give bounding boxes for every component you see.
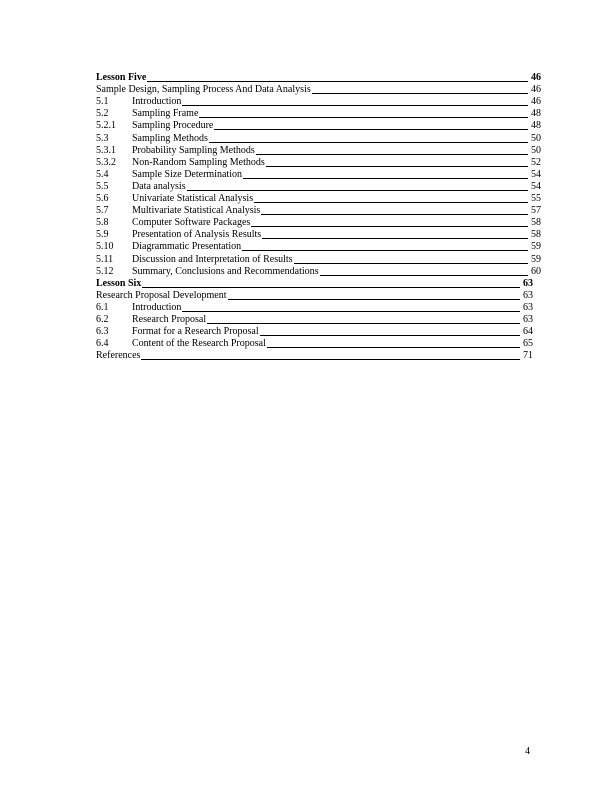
toc-leader-line — [242, 250, 528, 251]
toc-leader-line — [262, 238, 528, 239]
toc-leader-line — [267, 347, 520, 348]
toc-entry-number: 5.2.1 — [96, 120, 116, 132]
toc-entry-title: Content of the Research Proposal — [132, 338, 266, 350]
toc-entry-number: 5.5 — [96, 180, 109, 192]
toc-entry — [96, 240, 541, 252]
toc-entry-number: 5.2 — [96, 108, 109, 120]
toc-entry-title: Discussion and Interpretation of Results — [132, 253, 293, 265]
toc-entry-number: 5.12 — [96, 265, 114, 277]
toc-entry-title: Sampling Procedure — [132, 120, 214, 132]
toc-entry-page: 46 — [531, 96, 541, 108]
toc-entry — [96, 204, 541, 216]
toc-entry — [96, 228, 541, 240]
toc-entry-title: Probability Sampling Methods — [132, 144, 255, 156]
toc-entry-number: 5.10 — [96, 241, 114, 253]
toc-entry — [96, 83, 541, 95]
toc-entry — [96, 277, 541, 289]
toc-entry-page: 48 — [531, 108, 541, 120]
toc-entry — [96, 216, 541, 228]
toc-entry — [96, 156, 541, 168]
toc-entry — [96, 131, 541, 143]
toc-entry-number: 5.3.2 — [96, 156, 116, 168]
toc-entry-number: 6.1 — [96, 301, 109, 313]
toc-leader-line — [254, 202, 528, 203]
toc-entry — [96, 95, 541, 107]
toc-leader-line — [182, 105, 528, 106]
toc-entry-page: 50 — [531, 132, 541, 144]
toc-entry-title: Introduction — [132, 301, 182, 313]
toc-entry-number: 6.4 — [96, 338, 109, 350]
toc-leader-line — [207, 323, 520, 324]
toc-leader-line — [312, 93, 528, 94]
toc-entry-page: 54 — [531, 180, 541, 192]
toc-leader-line — [320, 275, 528, 276]
toc-entry-number: 5.11 — [96, 253, 114, 265]
toc-entry-number: 6.3 — [96, 326, 109, 338]
toc-leader-line — [187, 190, 528, 191]
toc-entry-title: Introduction — [132, 96, 182, 108]
toc-entry-page: 46 — [531, 72, 541, 84]
table-of-contents — [96, 71, 541, 361]
toc-entry-page: 50 — [531, 144, 541, 156]
toc-entry-number: 5.4 — [96, 168, 109, 180]
toc-entry-title: Univariate Statistical Analysis — [132, 193, 254, 205]
toc-entry-page: 65 — [523, 338, 533, 350]
toc-entry — [96, 252, 541, 264]
toc-entry-title: Lesson Six — [96, 277, 142, 289]
toc-entry-title: Format for a Research Proposal — [132, 326, 259, 338]
toc-entry-page: 59 — [531, 253, 541, 265]
toc-leader-line — [199, 117, 528, 118]
toc-entry-title: Sampling Frame — [132, 108, 199, 120]
toc-entry-number: 5.8 — [96, 217, 109, 229]
toc-entry-title: Diagrammatic Presentation — [132, 241, 242, 253]
toc-entry-page: 54 — [531, 168, 541, 180]
toc-entry — [96, 349, 541, 361]
toc-entry-number: 5.1 — [96, 96, 109, 108]
toc-entry — [96, 265, 541, 277]
toc-entry — [96, 107, 541, 119]
toc-entry — [96, 144, 541, 156]
toc-leader-line — [243, 178, 528, 179]
page-number: 4 — [525, 746, 530, 757]
toc-leader-line — [256, 154, 528, 155]
toc-leader-line — [260, 335, 520, 336]
toc-leader-line — [266, 166, 528, 167]
toc-entry-title: Summary, Conclusions and Recommendations — [132, 265, 319, 277]
toc-entry-page: 57 — [531, 205, 541, 217]
toc-entry-page: 71 — [523, 350, 533, 362]
toc-entry-page: 59 — [531, 241, 541, 253]
toc-entry — [96, 301, 541, 313]
toc-leader-line — [228, 299, 520, 300]
toc-entry-page: 58 — [531, 217, 541, 229]
toc-leader-line — [214, 129, 528, 130]
toc-entry-page: 63 — [523, 301, 533, 313]
toc-entry — [96, 180, 541, 192]
toc-entry-number: 6.2 — [96, 313, 109, 325]
toc-entry-page: 52 — [531, 156, 541, 168]
toc-entry-page: 60 — [531, 265, 541, 277]
toc-entry-number: 5.6 — [96, 193, 109, 205]
toc-entry — [96, 289, 541, 301]
toc-entry-title: Sample Design, Sampling Process And Data Analysis — [96, 84, 311, 96]
toc-leader-line — [142, 287, 520, 288]
toc-entry-page: 48 — [531, 120, 541, 132]
toc-entry-title: Data analysis — [132, 180, 186, 192]
toc-entry-number: 5.3 — [96, 132, 109, 144]
toc-leader-line — [147, 81, 528, 82]
toc-leader-line — [209, 142, 528, 143]
toc-entry — [96, 337, 541, 349]
toc-entry-title: Non-Random Sampling Methods — [132, 156, 265, 168]
toc-leader-line — [251, 226, 528, 227]
toc-entry-number: 5.9 — [96, 229, 109, 241]
toc-entry-title: Sample Size Determination — [132, 168, 242, 180]
toc-entry-title: References — [96, 350, 141, 362]
toc-entry-title: Computer Software Packages — [132, 217, 251, 229]
toc-entry-title: Research Proposal Development — [96, 289, 227, 301]
toc-entry — [96, 325, 541, 337]
toc-entry-page: 63 — [523, 313, 533, 325]
toc-entry — [96, 168, 541, 180]
toc-entry — [96, 71, 541, 83]
toc-entry-page: 63 — [523, 277, 533, 289]
toc-entry-number: 5.7 — [96, 205, 109, 217]
toc-entry-page: 55 — [531, 193, 541, 205]
toc-entry-page: 58 — [531, 229, 541, 241]
toc-leader-line — [141, 359, 520, 360]
toc-entry-title: Presentation of Analysis Results — [132, 229, 262, 241]
toc-entry-number: 5.3.1 — [96, 144, 116, 156]
toc-entry-page: 63 — [523, 289, 533, 301]
toc-entry — [96, 192, 541, 204]
toc-entry-title: Lesson Five — [96, 72, 147, 84]
toc-entry-title: Multivariate Statistical Analysis — [132, 205, 261, 217]
toc-entry — [96, 313, 541, 325]
toc-entry-page: 64 — [523, 326, 533, 338]
toc-entry-page: 46 — [531, 84, 541, 96]
toc-entry — [96, 119, 541, 131]
toc-leader-line — [294, 263, 528, 264]
toc-entry-title: Sampling Methods — [132, 132, 208, 144]
toc-leader-line — [261, 214, 528, 215]
toc-entry-title: Research Proposal — [132, 313, 207, 325]
toc-leader-line — [182, 311, 520, 312]
